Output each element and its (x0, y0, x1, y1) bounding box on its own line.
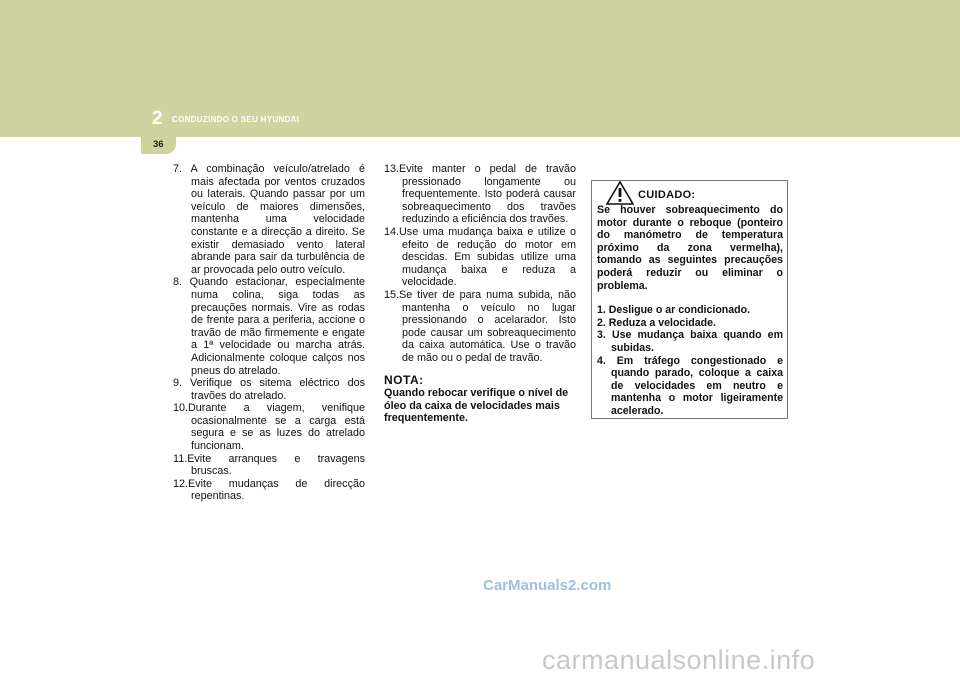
list-item: 7. A combinação veículo/atrelado é mais afectada por ventos cruzados ou laterais. Quando passar por um veículo de maiores dimensões, mantenha uma velocidade constante e a direcção a direito. Se existir demasiado vento lateral abrande para sair da turbulência de ar provocada pelo outro veículo. (173, 163, 365, 276)
list-item: 9. Verifique os sitema eléctrico dos travões do atrelado. (173, 377, 365, 402)
note-text: Quando rebocar verifique o nível de óleo da caixa de velocidades mais frequentemente. (384, 387, 569, 425)
list-item: 10.Durante a viagem, venifique ocasionalmente se a carga está segura e se as luzes do atrelado funcionam. (173, 402, 365, 453)
list-item: 11.Evite arranques e travagens bruscas. (173, 452, 365, 478)
caution-steps (597, 304, 783, 417)
list-item: 14.Use uma mudança baixa e utilize o efeito de redução do motor em descidas. Em subidas utilize uma mudança baixa e reduza a velocidade. (384, 225, 576, 289)
list-item: 15.Se tiver de para numa subida, não mantenha o veículo no lugar pressionando o acelarador. Isto pode causar um sobreaquecimento da caixa automática. Use o travão de mão ou o pedal de travão. (384, 288, 576, 364)
site-watermark: CarManuals2.com (483, 577, 612, 594)
caution-header (597, 187, 783, 204)
caution-title: CUIDADO: (638, 189, 696, 201)
note-heading: NOTA: (384, 372, 424, 387)
caution-step: 1. Desligue o ar condicionado. (597, 304, 751, 317)
caution-step: 3. Use mudança baixa quando em subidas. (597, 329, 783, 354)
column-middle (384, 163, 576, 425)
header-band (0, 0, 960, 137)
caution-box (591, 180, 788, 419)
warning-triangle-icon (606, 181, 634, 205)
list-item: 12.Evite mudanças de direcção repentinas. (173, 477, 365, 503)
footer-watermark: carmanualsonline.info (542, 645, 816, 675)
caution-step: 4. Em tráfego congestionado e quando parado, coloque a caixa de velocidades em neutro e mantenha o motor ligeiramente acelerado. (597, 354, 783, 417)
page-number: 36 (153, 139, 164, 150)
list-item: 8. Quando estacionar, especialmente numa colina, siga todas as precauções normais. Vire as rodas de frente para a periferia, accione o travão de mão firmemente e engate a 1ª velocidade ou marcha atrás. Adicionalmente coloque calços nos pneus do atrelado. (173, 276, 365, 377)
caution-intro: Se houver sobreaquecimento do motor durante o reboque (ponteiro do manómetro de temperatura próximo da zona vermelha), tomando as seguintes precauções poderá reduzir ou eliminar o problema. (597, 204, 783, 292)
caution-step: 2. Reduza a velocidade. (597, 316, 716, 329)
column-left (173, 163, 365, 503)
chapter-title: CONDUZINDO O SEU HYUNDAI (172, 115, 300, 124)
footer-band (0, 640, 960, 678)
chapter-number: 2 (152, 108, 163, 129)
list-item: 13.Evite manter o pedal de travão pressionado longamente ou frequentemente. Isto poderá causar sobreaquecimento dos travões reduzindo a eficiência dos travões. (384, 163, 576, 226)
